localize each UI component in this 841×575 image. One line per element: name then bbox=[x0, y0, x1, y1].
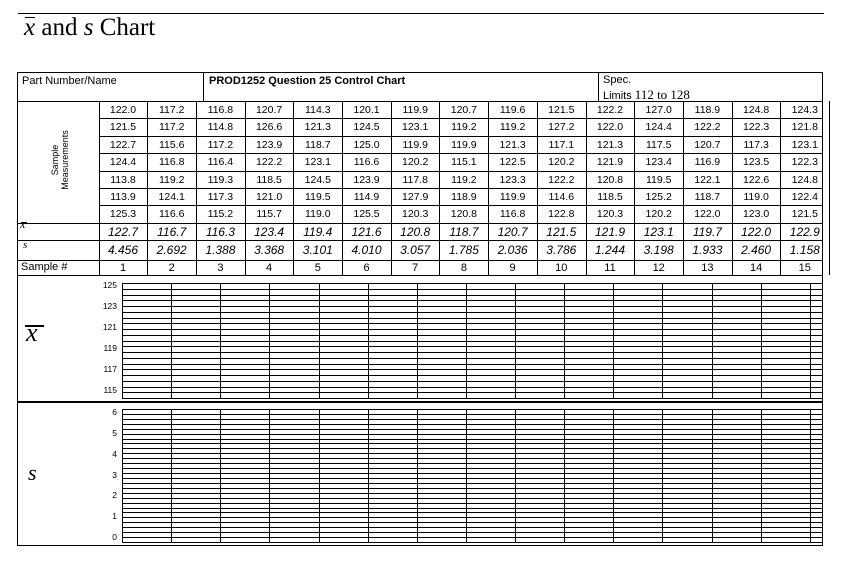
s-axis-tick: 6 bbox=[112, 407, 117, 417]
xbar-chart-grid-hline bbox=[122, 375, 822, 376]
s-chart-grid-hline bbox=[122, 483, 822, 484]
xbar-value-cell: 119.4 bbox=[303, 224, 333, 239]
measurement-cell: 124.5 bbox=[304, 173, 331, 186]
part-number-label: Part Number/Name bbox=[22, 75, 117, 87]
s-value-cell: 3.368 bbox=[254, 243, 285, 258]
xbar-value-cell: 121.5 bbox=[546, 224, 577, 239]
xbar-chart-grid-hline bbox=[122, 358, 822, 359]
xbar-chart-grid-hline bbox=[122, 387, 822, 388]
measurement-cell: 122.2 bbox=[548, 173, 575, 186]
measurement-cell: 115.7 bbox=[256, 208, 282, 221]
s-chart-grid-hline bbox=[122, 508, 822, 509]
xbar-value-cell: 121.9 bbox=[594, 224, 626, 239]
measurement-cell: 114.3 bbox=[305, 104, 331, 116]
s-chart-grid-hline bbox=[122, 409, 822, 410]
measurement-cell: 118.7 bbox=[694, 191, 721, 203]
sample-number-cell: 1 bbox=[119, 261, 127, 274]
measurement-cell: 123.1 bbox=[304, 156, 331, 169]
measurement-cell: 125.0 bbox=[353, 138, 380, 151]
xbar-chart-grid-hline bbox=[122, 295, 822, 296]
measurement-cell: 119.2 bbox=[499, 121, 526, 134]
s-chart-grid-hline bbox=[122, 443, 822, 444]
s-value-cell: 2.460 bbox=[741, 243, 772, 258]
xbar-chart-grid-hline bbox=[122, 398, 822, 399]
xbar-value-cell: 122.7 bbox=[107, 224, 139, 239]
sample-number-label: Sample # bbox=[21, 261, 68, 273]
s-chart-grid-hline bbox=[122, 498, 822, 499]
sample-number-cell: 12 bbox=[652, 261, 665, 274]
measurement-cell: 119.0 bbox=[743, 191, 769, 203]
s-value-cell: 3.057 bbox=[400, 243, 431, 258]
measurement-cell: 121.5 bbox=[109, 121, 137, 134]
table-row-line bbox=[17, 260, 823, 261]
xbar-chart-grid-hline bbox=[122, 318, 822, 319]
measurement-cell: 127.0 bbox=[645, 104, 672, 116]
s-chart-grid-hline bbox=[122, 468, 822, 469]
measurement-cell: 125.5 bbox=[353, 208, 380, 221]
s-chart-grid-hline bbox=[122, 439, 822, 440]
xbar-value-cell: 121.6 bbox=[351, 224, 382, 239]
measurement-cell: 114.8 bbox=[207, 121, 234, 134]
measurement-cell: 120.2 bbox=[402, 156, 429, 169]
measurement-cell: 122.1 bbox=[694, 173, 721, 186]
xbar-value-cell: 120.7 bbox=[497, 224, 528, 239]
s-chart-grid-hline bbox=[122, 527, 822, 528]
measurement-cell: 123.9 bbox=[353, 173, 380, 186]
measurement-cell: 119.9 bbox=[451, 138, 477, 151]
measurement-cell: 119.2 bbox=[158, 173, 185, 186]
s-chart-grid-hline bbox=[122, 453, 822, 454]
measurement-cell: 124.1 bbox=[158, 191, 185, 203]
xbar-chart-grid-hline bbox=[122, 346, 822, 347]
measurement-cell: 120.7 bbox=[694, 138, 721, 151]
s-chart-grid-hline bbox=[122, 448, 822, 449]
table-row-line bbox=[17, 275, 823, 276]
s-value-cell: 1.388 bbox=[205, 243, 236, 258]
s-axis-tick: 1 bbox=[112, 511, 117, 522]
measurement-cell: 121.5 bbox=[548, 104, 575, 116]
s-axis-tick: 5 bbox=[112, 427, 117, 438]
xbar-chart-grid-hline bbox=[122, 283, 822, 284]
spec-limits bbox=[603, 87, 690, 103]
table-row-line bbox=[99, 188, 823, 189]
part-number-value: PROD1252 Question 25 Control Chart bbox=[209, 75, 406, 87]
xbar-axis-tick: 117 bbox=[103, 364, 117, 374]
xbar-chart-grid-hline bbox=[122, 300, 822, 301]
spec-limits-label: Limits bbox=[603, 90, 632, 102]
measurement-cell: 124.8 bbox=[791, 173, 818, 186]
measurement-cell: 120.8 bbox=[596, 173, 624, 186]
xbar-value-cell: 119.7 bbox=[692, 224, 722, 239]
measurement-cell: 117.3 bbox=[207, 191, 234, 203]
measurement-cell: 116.9 bbox=[694, 156, 721, 169]
measurement-cell: 120.7 bbox=[255, 104, 283, 116]
header-vertical-divider bbox=[598, 72, 599, 102]
measurement-cell: 118.9 bbox=[451, 191, 477, 203]
measurement-cell: 124.3 bbox=[791, 104, 818, 116]
measurement-cell: 121.9 bbox=[596, 156, 624, 169]
measurement-cell: 124.8 bbox=[742, 104, 770, 116]
measurement-cell: 124.4 bbox=[109, 156, 137, 169]
measurement-cell: 116.8 bbox=[207, 104, 234, 116]
s-chart-grid-hline bbox=[122, 463, 822, 464]
s-value-cell: 1.933 bbox=[692, 243, 723, 258]
measurement-cell: 119.2 bbox=[451, 173, 477, 186]
xbar-row-label bbox=[20, 217, 25, 232]
measurement-cell: 124.5 bbox=[353, 121, 380, 134]
s-value-cell: 1.244 bbox=[594, 243, 626, 258]
s-value-cell: 1.158 bbox=[789, 243, 820, 258]
xbar-chart-grid-hline bbox=[122, 352, 822, 353]
sample-number-cell: 15 bbox=[798, 261, 811, 274]
s-chart-grid-hline bbox=[122, 434, 822, 435]
xbar-chart-grid-hline bbox=[122, 306, 822, 307]
s-value-cell: 1.785 bbox=[448, 243, 479, 258]
measurement-cell: 119.6 bbox=[499, 104, 526, 116]
measurement-cell: 118.9 bbox=[694, 104, 721, 116]
table-row-line bbox=[17, 223, 823, 224]
measurement-cell: 119.9 bbox=[499, 191, 526, 203]
measurement-cell: 122.4 bbox=[791, 191, 818, 203]
s-axis-tick: 0 bbox=[112, 532, 117, 542]
xbar-value-cell: 122.0 bbox=[741, 224, 772, 239]
s-chart-grid-hline bbox=[122, 473, 822, 474]
measurement-cell: 120.7 bbox=[450, 104, 478, 116]
s-axis-tick: 3 bbox=[112, 469, 117, 480]
s-chart-grid-hline bbox=[122, 532, 822, 533]
xbar-chart-grid-hline bbox=[122, 289, 822, 290]
table-row-line bbox=[99, 171, 823, 172]
measurement-cell: 122.0 bbox=[694, 208, 721, 221]
measurement-cell: 122.0 bbox=[596, 121, 624, 134]
xbar-value-cell: 120.8 bbox=[400, 224, 431, 239]
measurement-cell: 126.6 bbox=[255, 121, 283, 134]
measurement-cell: 121.3 bbox=[304, 121, 331, 134]
xbar-row-symbol: x bbox=[20, 217, 26, 231]
s-chart-grid-hline bbox=[122, 419, 822, 420]
measurement-cell: 123.0 bbox=[742, 208, 770, 221]
s-chart-grid-hline bbox=[122, 458, 822, 459]
measurement-cell: 122.6 bbox=[742, 173, 770, 186]
spec-label: Spec. bbox=[603, 74, 632, 86]
s-chart-grid-hline bbox=[122, 478, 822, 479]
header-divider bbox=[17, 101, 823, 102]
sample-number-cell: 13 bbox=[701, 261, 714, 274]
spec-limits-value: 112 to 128 bbox=[634, 87, 690, 102]
sample-number-cell: 6 bbox=[363, 261, 370, 274]
measurement-cell: 119.2 bbox=[451, 121, 477, 134]
measurement-cell: 114.9 bbox=[353, 191, 380, 203]
table-row-line bbox=[99, 136, 823, 137]
measurement-cell: 113.9 bbox=[110, 191, 136, 203]
xbar-value-cell: 123.1 bbox=[643, 224, 674, 239]
xbar-axis-tick: 119 bbox=[103, 343, 117, 353]
measurement-cell: 120.3 bbox=[596, 208, 624, 221]
measurement-cell: 127.9 bbox=[402, 191, 429, 203]
measurement-cell: 121.5 bbox=[791, 208, 818, 221]
measurement-cell: 119.5 bbox=[645, 173, 672, 186]
s-value-cell: 2.036 bbox=[497, 243, 528, 258]
s-value-cell: 4.010 bbox=[351, 243, 382, 258]
measurement-cell: 122.2 bbox=[255, 156, 283, 169]
measurement-cell: 117.2 bbox=[207, 138, 234, 151]
s-chart-grid-hline bbox=[122, 542, 822, 543]
s-chart-grid-hline bbox=[122, 493, 822, 494]
measurement-cell: 119.0 bbox=[305, 208, 331, 221]
measurement-cell: 117.1 bbox=[548, 138, 575, 151]
measurement-cell: 117.5 bbox=[645, 138, 672, 151]
measurement-cell: 120.2 bbox=[645, 208, 672, 221]
measurement-cell: 122.7 bbox=[109, 138, 137, 151]
sample-number-cell: 4 bbox=[266, 261, 273, 274]
measurement-cell: 118.5 bbox=[597, 191, 623, 203]
measurement-cell: 116.8 bbox=[158, 156, 185, 169]
s-chart-label: s bbox=[28, 460, 37, 485]
measurement-cell: 116.6 bbox=[353, 156, 380, 169]
sample-number-cell: 2 bbox=[168, 261, 175, 274]
measurement-cell: 122.0 bbox=[109, 104, 137, 116]
title-xbar-symbol: x bbox=[24, 14, 36, 41]
measurement-cell: 120.2 bbox=[548, 156, 575, 169]
measurement-cell: 123.1 bbox=[791, 138, 818, 151]
xbar-axis-tick: 121 bbox=[102, 322, 117, 332]
measurement-cell: 117.2 bbox=[158, 104, 185, 116]
title-and: and bbox=[35, 14, 84, 41]
s-axis-tick: 4 bbox=[112, 448, 117, 459]
measurement-cell: 122.2 bbox=[694, 121, 721, 134]
table-row-line bbox=[99, 153, 823, 154]
sample-number-cell: 10 bbox=[555, 261, 568, 274]
s-value-cell: 3.198 bbox=[643, 243, 674, 258]
xbar-axis-tick: 125 bbox=[102, 280, 117, 290]
s-chart-grid-hline bbox=[122, 517, 822, 518]
xbar-chart-grid-hline bbox=[122, 335, 822, 336]
measurement-cell: 117.8 bbox=[402, 173, 428, 186]
s-chart-grid-hline bbox=[122, 522, 822, 523]
s-chart-grid-hline bbox=[122, 414, 822, 415]
title-s-symbol: s bbox=[83, 14, 94, 41]
measurement-cell: 122.5 bbox=[499, 156, 526, 169]
measurement-cell: 117.3 bbox=[743, 138, 769, 151]
xbar-value-cell: 116.7 bbox=[157, 224, 187, 239]
measurement-cell: 118.5 bbox=[256, 173, 282, 186]
xbar-chart-grid-hline bbox=[122, 312, 822, 313]
xbar-row-overline bbox=[21, 222, 27, 223]
s-axis-tick: 2 bbox=[112, 490, 117, 501]
measurement-cell: 124.4 bbox=[645, 121, 672, 134]
measurement-cell: 116.4 bbox=[207, 156, 234, 169]
xbar-value-cell: 123.4 bbox=[254, 224, 285, 239]
xbar-chart-grid-hline bbox=[122, 392, 822, 393]
measurement-cell: 120.8 bbox=[450, 208, 478, 221]
title-chart-word: Chart bbox=[93, 14, 156, 41]
table-row-line bbox=[99, 118, 823, 119]
xbar-value-cell: 122.9 bbox=[789, 224, 820, 239]
measurement-cell: 115.1 bbox=[451, 156, 477, 169]
xbar-value-cell: 118.7 bbox=[449, 224, 479, 239]
s-chart-grid-hline bbox=[122, 424, 822, 425]
xbar-chart-grid-hline bbox=[122, 329, 822, 330]
xbar-chart-grid-hline bbox=[122, 381, 822, 382]
sample-number-cell: 11 bbox=[604, 261, 616, 274]
xbar-chart-overline bbox=[25, 325, 44, 327]
table-column-line bbox=[829, 101, 830, 275]
measurement-cell: 118.7 bbox=[305, 138, 331, 151]
measurement-cell: 123.1 bbox=[402, 121, 429, 134]
measurement-cell: 115.2 bbox=[207, 208, 234, 221]
measurement-cell: 119.3 bbox=[207, 173, 234, 186]
s-value-cell: 3.786 bbox=[546, 243, 577, 258]
xbar-chart-grid-hline bbox=[122, 341, 822, 342]
xbar-chart-grid-hline bbox=[122, 364, 822, 365]
xbar-chart-grid-hline bbox=[122, 323, 822, 324]
measurement-cell: 123.4 bbox=[645, 156, 672, 169]
xbar-axis-tick: 123 bbox=[102, 301, 117, 311]
sample-number-cell: 8 bbox=[460, 261, 467, 274]
s-value-cell: 4.456 bbox=[107, 243, 139, 258]
sample-measurements-label: Sample Measurements bbox=[50, 130, 70, 190]
measurement-cell: 122.3 bbox=[742, 121, 770, 134]
measurement-cell: 123.5 bbox=[742, 156, 770, 169]
measurement-cell: 113.8 bbox=[110, 173, 136, 186]
sample-number-cell: 5 bbox=[314, 261, 321, 274]
xbar-chart-label: x bbox=[26, 318, 38, 347]
measurement-cell: 119.5 bbox=[305, 191, 331, 203]
sample-number-cell: 9 bbox=[509, 261, 516, 274]
measurement-cell: 122.8 bbox=[548, 208, 575, 221]
s-chart-grid-hline bbox=[122, 503, 822, 504]
chart-section-divider bbox=[17, 401, 823, 403]
s-chart-grid-hline bbox=[122, 429, 822, 430]
s-value-cell: 2.692 bbox=[156, 243, 187, 258]
sample-number-cell: 3 bbox=[217, 261, 224, 274]
measurement-cell: 122.3 bbox=[791, 156, 818, 169]
header-vertical-divider bbox=[203, 72, 204, 102]
page-title bbox=[24, 14, 155, 42]
measurement-cell: 117.2 bbox=[158, 121, 185, 134]
measurement-cell: 119.9 bbox=[402, 138, 428, 151]
measurement-cell: 123.3 bbox=[499, 173, 526, 186]
xbar-axis-tick: 115 bbox=[103, 385, 117, 395]
measurement-cell: 121.8 bbox=[791, 121, 818, 134]
measurement-cell: 121.0 bbox=[255, 191, 283, 203]
table-row-line bbox=[99, 205, 823, 206]
s-chart-grid-hline bbox=[122, 537, 822, 538]
xbar-value-cell: 116.3 bbox=[205, 224, 235, 239]
measurement-cell: 116.6 bbox=[158, 208, 185, 221]
measurement-cell: 127.2 bbox=[548, 121, 575, 134]
measurement-cell: 115.6 bbox=[158, 138, 185, 151]
measurement-cell: 119.9 bbox=[402, 104, 428, 116]
measurement-cell: 116.8 bbox=[499, 208, 526, 221]
xbar-chart-grid-hline bbox=[122, 369, 822, 370]
measurement-cell: 120.1 bbox=[353, 104, 380, 116]
measurement-cell: 125.3 bbox=[109, 208, 137, 221]
s-value-cell: 3.101 bbox=[302, 243, 333, 258]
measurement-cell: 121.3 bbox=[596, 138, 624, 151]
table-row-line bbox=[17, 240, 823, 241]
measurement-cell: 122.2 bbox=[596, 104, 624, 116]
measurement-cell: 114.6 bbox=[548, 191, 575, 203]
s-row-label: s bbox=[23, 239, 28, 251]
measurement-cell: 121.3 bbox=[499, 138, 526, 151]
s-chart-grid-hline bbox=[122, 512, 822, 513]
measurement-cell: 125.2 bbox=[645, 191, 672, 203]
sample-number-cell: 14 bbox=[749, 261, 763, 274]
sample-number-cell: 7 bbox=[412, 261, 419, 274]
s-chart-grid-hline bbox=[122, 488, 822, 489]
measurement-cell: 120.3 bbox=[402, 208, 429, 221]
measurement-cell: 123.9 bbox=[255, 138, 283, 151]
